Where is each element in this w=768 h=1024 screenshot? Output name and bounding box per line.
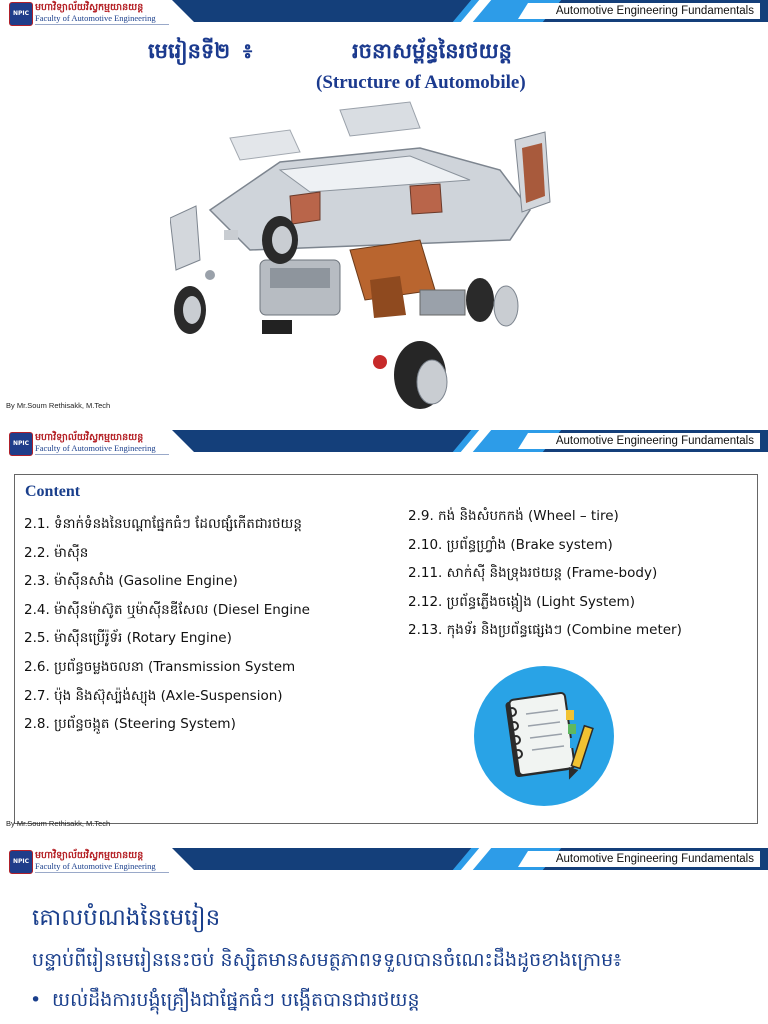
university-name-km: មហាវិទ្យាល័យវិស្វកម្មយានយន្ត xyxy=(35,432,144,443)
toc-item: 2.9. កង់ និងសំបកកង់ (Wheel – tire) xyxy=(408,508,619,524)
exploded-car-illustration xyxy=(170,100,570,412)
toc-item: 2.13. កុងទ័រ និងប្រព័ន្ធផ្សេងៗ (Combine meter) xyxy=(408,622,682,639)
lesson-colon: ៖ xyxy=(243,39,253,63)
university-logo: NPIC xyxy=(9,432,33,456)
faculty-name-en: Faculty of Automotive Engineering xyxy=(35,13,156,23)
toc-item: 2.11. សាក់ស៊ី និងទ្រុងរថយន្ត (Frame-body) xyxy=(408,565,658,582)
author-byline: By Mr.Soum Rethisakk, M.Tech xyxy=(6,819,111,828)
toc-left-list xyxy=(24,514,310,743)
objectives-intro: បន្ទាប់ពីរៀនមេរៀននេះចប់ និស្សិតមានសមត្ថភាពទទួលបានចំណេះដឹងដូចខាងក្រោម៖ xyxy=(32,949,622,971)
lesson-label: មេរៀនទី២ xyxy=(148,39,231,63)
course-title: Automotive Engineering Fundamentals xyxy=(528,3,760,19)
toc-item: 2.1. ទំនាក់ទំនងនៃបណ្ដាផ្នែកធំៗ ដែលផ្សំកើតជារថយន្ត xyxy=(24,516,302,532)
slide-content xyxy=(0,430,768,830)
course-title: Automotive Engineering Fundamentals xyxy=(528,851,760,867)
faculty-name-en: Faculty of Automotive Engineering xyxy=(35,443,156,453)
faculty-name-en: Faculty of Automotive Engineering xyxy=(35,861,156,871)
lesson-subject-en: (Structure of Automobile) xyxy=(316,72,526,93)
slide-objectives xyxy=(0,848,768,1024)
bullet-icon: • xyxy=(30,989,42,1011)
university-logo: NPIC xyxy=(9,850,33,874)
slide-structure-title xyxy=(0,0,768,412)
objective-text: យល់ដឹងការបង្គុំគ្រឿងជាផ្នែកធំៗ បង្កើតបានជារថយន្ត xyxy=(52,989,420,1011)
toc-item: 2.5. ម៉ាស៊ីនប្រើរ៉ូទ័រ (Rotary Engine) xyxy=(24,630,232,647)
toc-item: 2.6. ប្រព័ន្ធចម្លងចលនា (Transmission System xyxy=(24,658,296,675)
content-title: Content xyxy=(25,483,81,500)
university-name-km: មហាវិទ្យាល័យវិស្វកម្មយានយន្ត xyxy=(35,850,144,861)
author-byline: By Mr.Soum Rethisakk, M.Tech xyxy=(6,401,111,410)
lesson-subject-km: រចនាសម្ព័ន្ធនៃរថយន្ត xyxy=(352,39,512,63)
course-title: Automotive Engineering Fundamentals xyxy=(528,433,760,449)
toc-item: 2.2. ម៉ាស៊ីន xyxy=(24,544,89,561)
university-name-km: មហាវិទ្យាល័យវិស្វកម្មយានយន្ត xyxy=(35,2,144,13)
toc-item: 2.7. ប៉ុង និងស៊ុស្ប៉ង់ស្យុង (Axle-Suspension) xyxy=(24,687,283,704)
toc-item: 2.3. ម៉ាស៊ីនសាំង (Gasoline Engine) xyxy=(24,573,238,590)
toc-item: 2.12. ប្រព័ន្ធភ្លើងចង្កៀង (Light System) xyxy=(408,593,635,610)
notebook-pencil-icon xyxy=(474,666,614,806)
toc-item: 2.4. ម៉ាស៊ីនម៉ាស៊ូត ឬម៉ាស៊ីនឌីសែល (Diesel Engine xyxy=(24,601,310,618)
objectives-list xyxy=(30,988,420,1018)
toc-right-list xyxy=(408,506,682,649)
university-logo: NPIC xyxy=(9,2,33,26)
list-item xyxy=(30,988,420,1018)
toc-item: 2.8. ប្រព័ន្ធចង្កូត (Steering System) xyxy=(24,716,236,733)
objectives-heading: គោលបំណងនៃមេរៀន xyxy=(32,905,221,931)
toc-item: 2.10. ប្រព័ន្ធហ្វ្រាំង (Brake system) xyxy=(408,536,613,553)
